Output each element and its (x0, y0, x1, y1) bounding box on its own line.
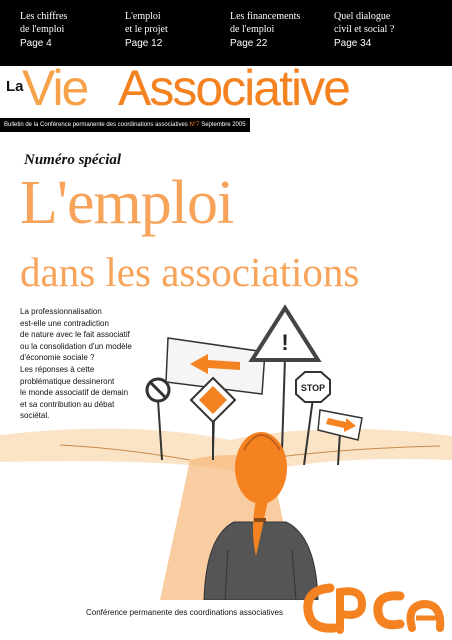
toc-title-line1: Les financements (230, 11, 301, 22)
toc-title-line1: L'emploi (125, 11, 161, 22)
masthead (0, 60, 452, 122)
toc-page: Page 4 (20, 38, 52, 49)
special-issue-label: Numéro spécial (24, 152, 122, 168)
intro-line: est-elle une contradiction (20, 318, 109, 328)
intro-line: sociétal. (20, 411, 50, 421)
footer-organization: Conférence permanente des coordinations associatives (86, 608, 284, 617)
toc-page: Page 34 (334, 38, 372, 49)
intro-paragraph (20, 306, 170, 422)
toc-item-dialogue[interactable] (334, 10, 394, 50)
toc-title-line2: de l'emploi (20, 24, 65, 35)
toc-title-line2: civil et social ? (334, 24, 395, 35)
cpca-logo-icon (300, 578, 450, 638)
issue-date: Septembre 2005 (201, 122, 246, 128)
masthead-la: La (6, 78, 24, 95)
masthead-associative: Associative (118, 60, 349, 116)
issue-number: N°7 (189, 122, 200, 128)
intro-line: de nature avec le fait associatif (20, 330, 130, 340)
masthead-vie: Vie (22, 60, 88, 116)
toc-item-chiffres[interactable] (20, 10, 67, 50)
toc-title-line2: de l'emploi (230, 24, 275, 35)
intro-line: La professionnalisation (20, 307, 102, 316)
stop-sign-text: STOP (300, 383, 326, 393)
toc-title-line1: Quel dialogue (334, 11, 391, 22)
headline-main: L'emploi (20, 169, 234, 237)
top-contents-bar (0, 0, 452, 66)
toc-item-financements[interactable] (230, 10, 300, 50)
toc-page: Page 12 (125, 38, 163, 49)
intro-line: d'économie sociale ? (20, 353, 95, 363)
bulletin-strip (0, 118, 250, 132)
intro-line: ou la consolidation d'un modèle (20, 341, 132, 351)
intro-line: le monde associatif de demain (20, 388, 129, 398)
warning-sign-text: ! (281, 330, 289, 355)
toc-page: Page 22 (230, 38, 268, 49)
toc-item-projet[interactable] (125, 10, 168, 50)
toc-title-line1: Les chiffres (20, 11, 68, 22)
toc-title-line2: et le projet (125, 24, 168, 35)
headline-sub: dans les associations (20, 249, 360, 295)
intro-line: Les réponses à cette (20, 364, 95, 374)
bulletin-text: Bulletin de la Conférence permanente des coordinations associatives (4, 122, 188, 128)
intro-line: problématique dessineront (20, 376, 115, 386)
intro-line: et sa contribution au débat (20, 399, 115, 409)
